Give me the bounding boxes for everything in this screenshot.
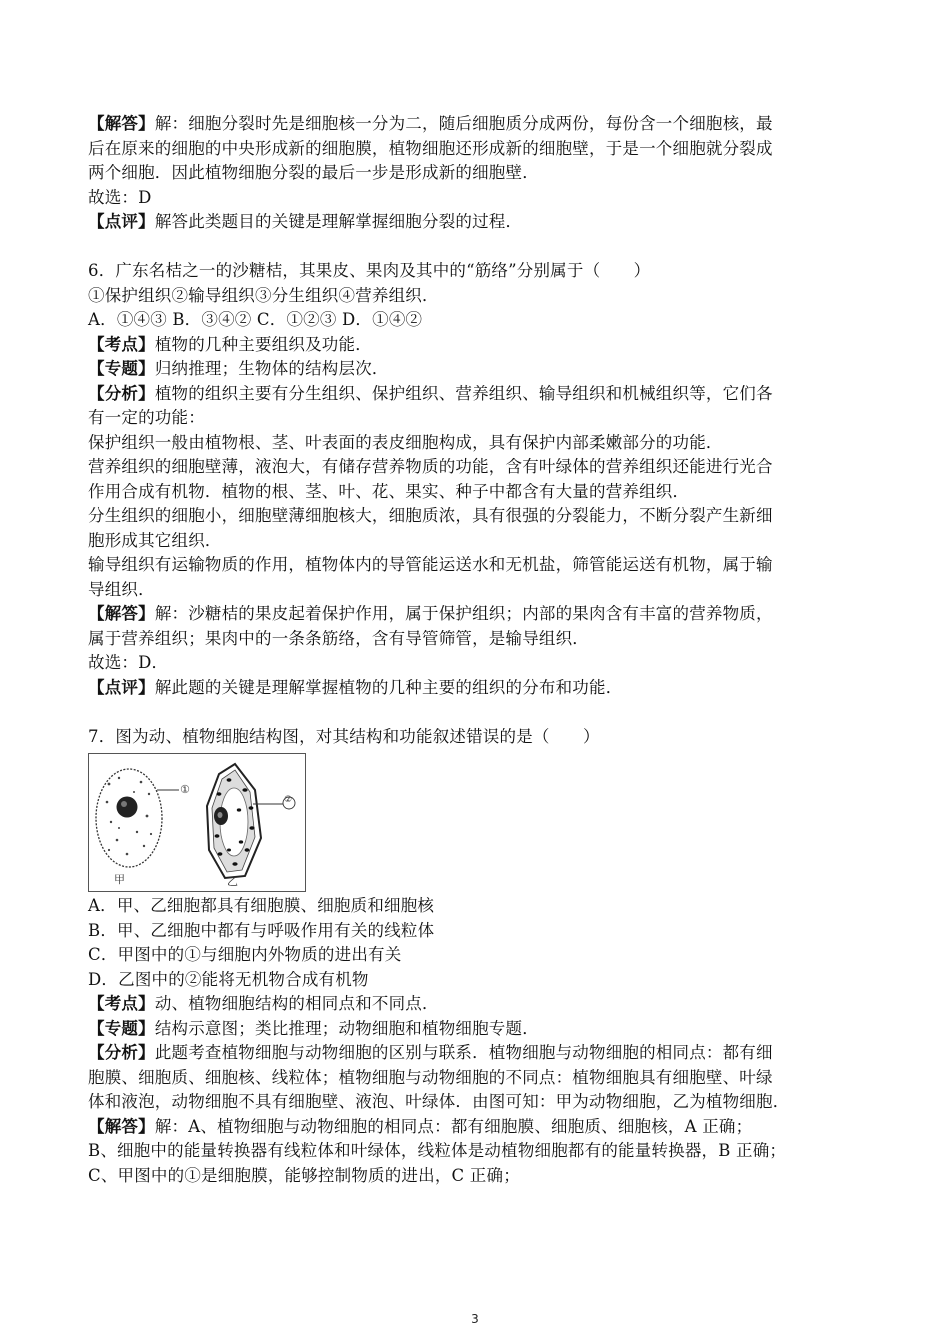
q6-fenxi-line-6: 分生组织的细胞小，细胞壁薄细胞核大，细胞质浓，具有很强的分裂能力，不断分裂产生新细 <box>88 506 773 525</box>
answer-tag: 【解答】 <box>88 1116 155 1136</box>
q6-fenxi-line-4: 营养组织的细胞壁薄，液泡大，有储存营养物质的功能，含有叶绿体的营养组织还能进行光合 <box>88 457 773 476</box>
q7-option-c: C．甲图中的①与细胞内外物质的进出有关 <box>88 945 402 964</box>
q6-items: ①保护组织②输导组织③分生组织④营养组织． <box>88 285 439 305</box>
q6-answer-line-1: 【解答】解：沙糖桔的果皮起着保护作用，属于保护组织；内部的果肉含有丰富的营养物质， <box>88 604 773 623</box>
q7-answer-line-1: 【解答】解：A、植物细胞与动物细胞的相同点：都有细胞膜、细胞质、细胞核，A 正确； <box>88 1116 753 1136</box>
kaodian-tag: 【考点】 <box>88 994 155 1013</box>
q6-kaodian: 【考点】植物的几种主要组织及功能． <box>88 334 372 354</box>
q6-fenxi-line-1: 【分析】植物的组织主要有分生组织、保护组织、营养组织、输导组织和机械组织等，它们各 <box>88 383 773 403</box>
comment-tag: 【点评】 <box>88 677 155 697</box>
q5-answer-line-3: 两个细胞．因此植物细胞分裂的最后一步是形成新的细胞壁． <box>88 163 539 182</box>
q7-zhuanti: 【专题】结构示意图；类比推理；动物细胞和植物细胞专题． <box>88 1018 539 1038</box>
q5-answer-line-2: 后在原来的细胞的中央形成新的细胞膜，植物细胞还形成新的细胞壁，于是一个细胞就分裂成 <box>88 138 773 158</box>
q6-fenxi-line-3: 保护组织一般由植物根、茎、叶表面的表皮细胞构成，具有保护内部柔嫩部分的功能． <box>88 432 723 452</box>
fenxi-tag: 【分析】 <box>88 1043 155 1062</box>
q6-fenxi-line-9: 导组织． <box>88 579 155 599</box>
q6-fenxi-line-7: 胞形成其它组织． <box>88 530 222 550</box>
label-jia: 甲 <box>114 873 125 886</box>
q7-option-d: D．乙图中的②能将无机物合成有机物 <box>88 969 369 989</box>
q6-options: A．①④③ B．③④② C．①②③ D．①④② <box>88 310 423 329</box>
label-circle-2: ② <box>284 795 293 805</box>
q6-comment: 【点评】解此题的关键是理解掌握植物的几种主要的组织的分布和功能． <box>88 677 623 697</box>
answer-tag: 【解答】 <box>88 114 155 133</box>
kaodian-tag: 【考点】 <box>88 334 155 354</box>
q7-answer-line-3: C、甲图中的①是细胞膜，能够控制物质的进出，C 正确； <box>88 1165 520 1185</box>
animal-cell-nucleus <box>117 797 138 818</box>
q7-kaodian: 【考点】动、植物细胞结构的相同点和不同点． <box>88 994 439 1013</box>
q7-option-a: A．甲、乙细胞都具有细胞膜、细胞质和细胞核 <box>88 896 435 915</box>
q7-stem: 7．图为动、植物细胞结构图，对其结构和功能叙述错误的是（ ） <box>88 726 600 746</box>
comment-tag: 【点评】 <box>88 212 155 231</box>
animal-cell-membrane <box>96 769 162 867</box>
q6-zhuanti: 【专题】归纳推理；生物体的结构层次． <box>88 359 389 378</box>
answer-tag: 【解答】 <box>88 604 155 623</box>
q6-fenxi-line-2: 有一定的功能： <box>88 408 205 427</box>
fenxi-tag: 【分析】 <box>88 383 155 403</box>
page-number: 3 <box>471 1312 479 1326</box>
q7-option-b: B．甲、乙细胞中都有与呼吸作用有关的线粒体 <box>88 920 435 940</box>
q6-answer-line-2: 属于营养组织；果肉中的一条条筋络，含有导管筛管，是输导组织． <box>88 628 589 648</box>
q7-fenxi-line-3: 体和液泡，动物细胞不具有细胞壁、液泡、叶绿体．由图可知：甲为动物细胞，乙为植物细胞． <box>88 1092 790 1111</box>
q7-fenxi-line-1: 【分析】此题考查植物细胞与动物细胞的区别与联系．植物细胞与动物细胞的相同点：都有细 <box>88 1043 773 1062</box>
q5-choice: 故选：D <box>88 187 152 207</box>
q6-fenxi-line-5: 作用合成有机物．植物的根、茎、叶、花、果实、种子中都含有大量的营养组织． <box>88 481 690 501</box>
q6-fenxi-line-8: 输导组织有运输物质的作用，植物体内的导管能运送水和无机盐，筛管能运送有机物，属于输 <box>88 555 773 574</box>
label-yi: 乙 <box>227 875 238 888</box>
q7-fenxi-line-2: 胞膜、细胞质、细胞核、线粒体；植物细胞与动物细胞的不同点：植物细胞具有细胞壁、叶绿 <box>88 1067 773 1087</box>
q6-stem: 6．广东名桔之一的沙糖桔，其果皮、果肉及其中的“筋络”分别属于（ ） <box>88 261 651 280</box>
q5-comment: 【点评】解答此类题目的关键是理解掌握细胞分裂的过程． <box>88 212 523 231</box>
cell-structure-figure <box>88 753 306 892</box>
zhuanti-tag: 【专题】 <box>88 359 155 378</box>
document-page <box>88 112 868 1188</box>
q7-answer-line-2: B、细胞中的能量转换器有线粒体和叶绿体，线粒体是动植物细胞都有的能量转换器，B 正确； <box>88 1141 787 1160</box>
q5-answer-line-1: 【解答】解：细胞分裂时先是细胞核一分为二，随后细胞质分成两份，每份含一个细胞核，最 <box>88 114 773 133</box>
label-circle-1: ① <box>180 783 190 796</box>
q6-choice: 故选：D． <box>88 653 169 672</box>
zhuanti-tag: 【专题】 <box>88 1018 155 1038</box>
